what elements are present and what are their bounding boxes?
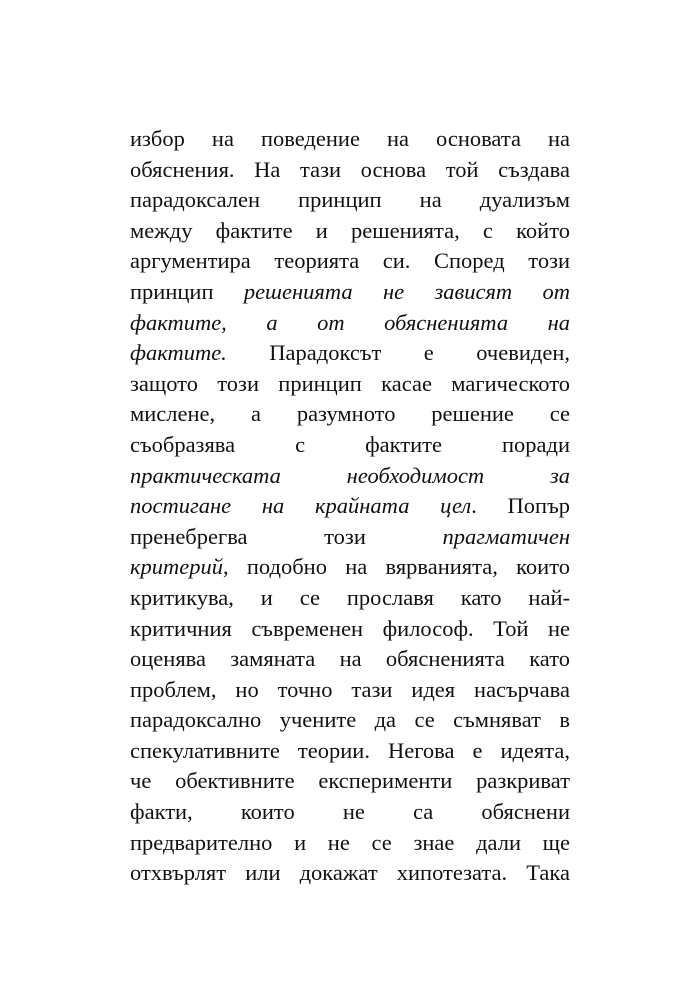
text-line bbox=[130, 155, 570, 186]
text-line bbox=[130, 124, 570, 155]
text-segment: съобразява с фактите поради bbox=[130, 431, 570, 457]
text-segment: , подобно на вярванията, които bbox=[223, 554, 570, 580]
italic-text-segment: фактите. bbox=[130, 340, 227, 366]
text-line bbox=[130, 491, 570, 522]
body-text bbox=[130, 124, 570, 889]
text-segment: обяснения. На тази основа той създава bbox=[130, 156, 570, 182]
text-segment: Парадоксът е очевиден, bbox=[226, 340, 570, 366]
text-segment: предварително и не се знае дали ще bbox=[130, 829, 570, 855]
text-segment: защото този принцип касае магическото bbox=[130, 370, 570, 396]
text-segment: проблем, но точно тази идея насърчава bbox=[130, 676, 570, 702]
text-line bbox=[130, 705, 570, 736]
text-segment: парадоксален принцип на дуализъм bbox=[130, 187, 570, 213]
text-line bbox=[130, 858, 570, 889]
text-line bbox=[130, 461, 570, 492]
italic-text-segment: постигане на крайната цел bbox=[130, 493, 472, 519]
text-segment: факти, които не са обяснени bbox=[130, 799, 570, 825]
text-line bbox=[130, 308, 570, 339]
text-line bbox=[130, 369, 570, 400]
text-segment: спекулативните теории. Негова е идеята, bbox=[130, 737, 570, 763]
text-segment: критичния съвременен философ. Той не bbox=[130, 615, 570, 641]
text-line bbox=[130, 736, 570, 767]
text-line bbox=[130, 766, 570, 797]
text-segment: оценява замяната на обясненията като bbox=[130, 646, 570, 672]
text-segment: принцип bbox=[130, 278, 244, 304]
text-line bbox=[130, 675, 570, 706]
text-segment: отхвърлят или докажат хипотезата. Така bbox=[130, 860, 570, 886]
text-line bbox=[130, 430, 570, 461]
italic-text-segment: критерий bbox=[130, 554, 224, 580]
text-segment: пренебрегва този bbox=[130, 523, 443, 549]
text-line bbox=[130, 246, 570, 277]
text-line bbox=[130, 583, 570, 614]
text-line bbox=[130, 399, 570, 430]
text-segment: между фактите и решенията, с който bbox=[130, 217, 570, 243]
text-segment: парадоксално учените да се съмняват в bbox=[130, 707, 570, 733]
text-line bbox=[130, 552, 570, 583]
text-segment: аргументира теорията си. Според този bbox=[130, 248, 570, 274]
italic-text-segment: практическата необходимост за bbox=[130, 462, 570, 488]
text-line bbox=[130, 644, 570, 675]
text-segment: мислене, а разумното решение се bbox=[130, 401, 570, 427]
text-line bbox=[130, 185, 570, 216]
text-line bbox=[130, 797, 570, 828]
text-line bbox=[130, 277, 570, 308]
text-line bbox=[130, 216, 570, 247]
text-segment: избор на поведение на основата на bbox=[130, 126, 570, 151]
italic-text-segment: решенията не зависят от bbox=[243, 278, 570, 304]
text-segment: . Попър bbox=[471, 493, 570, 519]
text-line bbox=[130, 828, 570, 859]
italic-text-segment: фактите, а от обясненията на bbox=[130, 309, 570, 335]
italic-text-segment: прагматичен bbox=[442, 523, 570, 549]
text-line bbox=[130, 614, 570, 645]
text-line bbox=[130, 522, 570, 553]
text-line bbox=[130, 338, 570, 369]
text-segment: че обективните експерименти разкриват bbox=[130, 768, 570, 794]
text-segment: критикува, и се прославя като най- bbox=[130, 584, 570, 610]
